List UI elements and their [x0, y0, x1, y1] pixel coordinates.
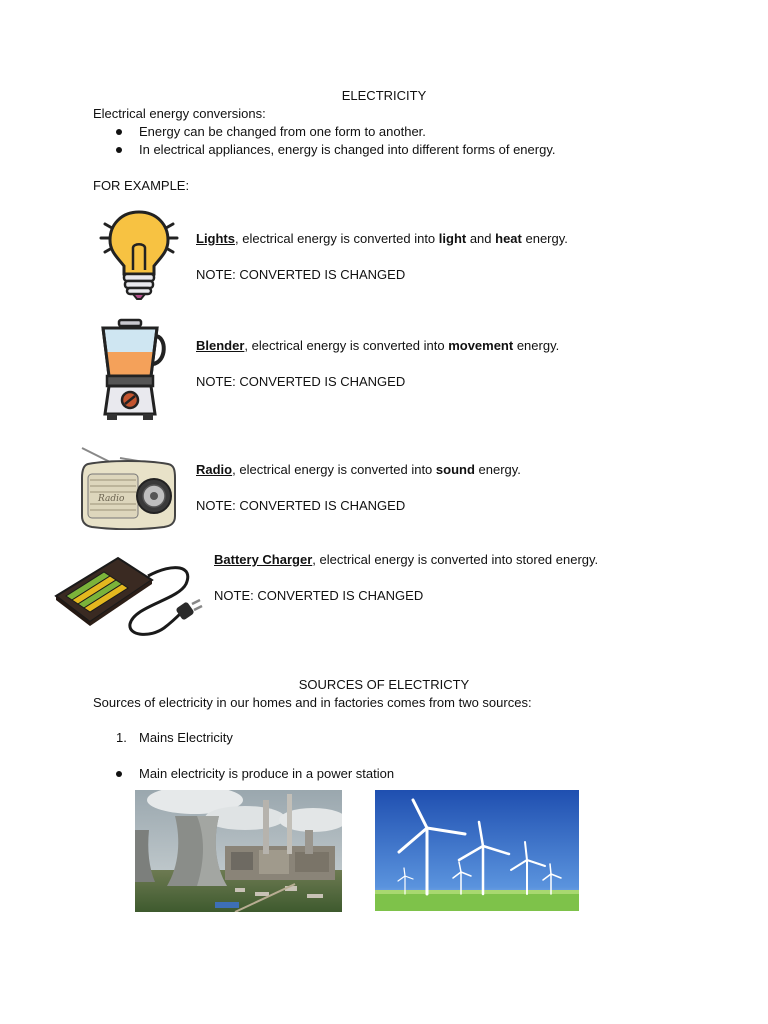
example-name: Lights [196, 231, 235, 246]
bullet-item: In electrical appliances, energy is changed into different forms of energy. [139, 142, 556, 157]
radio-icon [80, 444, 176, 530]
example-text: , electrical energy is converted into [232, 462, 436, 477]
example-heading: FOR EXAMPLE: [93, 178, 190, 193]
light-bulb-icon [97, 208, 181, 302]
energy-form: light [438, 231, 467, 246]
battery-charger-icon [54, 556, 204, 640]
energy-form: sound [435, 462, 475, 477]
intro-text: Electrical energy conversions: [93, 106, 266, 121]
note-text: NOTE: CONVERTED IS CHANGED [196, 267, 406, 282]
example-text: energy. [521, 231, 568, 246]
page-title: ELECTRICITY [341, 88, 427, 103]
note-text: NOTE: CONVERTED IS CHANGED [196, 374, 406, 389]
numbered-item: Mains Electricity [139, 730, 233, 745]
power-station-photo [135, 790, 342, 912]
example-name: Battery Charger [214, 552, 313, 567]
example-name: Radio [196, 462, 233, 477]
energy-form: heat [495, 231, 522, 246]
example-text: , electrical energy is converted into [235, 231, 439, 246]
example-text: and [466, 231, 496, 246]
example-text: energy. [513, 338, 560, 353]
bullet-marker [116, 771, 122, 777]
example-name: Blender [196, 338, 245, 353]
example-lights-text [196, 230, 568, 248]
list-number: 1. [116, 730, 127, 745]
example-battery-charger-text [214, 551, 598, 569]
note-text: NOTE: CONVERTED IS CHANGED [196, 498, 406, 513]
energy-form: movement [448, 338, 514, 353]
example-text: energy. [474, 462, 521, 477]
example-text: , electrical energy is converted into [244, 338, 449, 353]
sources-bullet: Main electricity is produce in a power station [139, 766, 395, 781]
example-blender-text [196, 337, 559, 355]
section-title: SOURCES OF ELECTRICTY [298, 677, 470, 692]
wind-turbines-photo [375, 790, 579, 911]
example-radio-text [196, 461, 521, 479]
svg-text:Radio: Radio [98, 494, 125, 504]
example-text: , electrical energy is converted into stored energy. [312, 552, 599, 567]
blender-icon [97, 318, 167, 422]
note-text: NOTE: CONVERTED IS CHANGED [214, 588, 424, 603]
sources-intro: Sources of electricity in our homes and in factories comes from two sources: [93, 695, 532, 710]
bullet-marker [116, 129, 122, 135]
bullet-marker [116, 147, 122, 153]
bullet-item: Energy can be changed from one form to another. [139, 124, 426, 139]
